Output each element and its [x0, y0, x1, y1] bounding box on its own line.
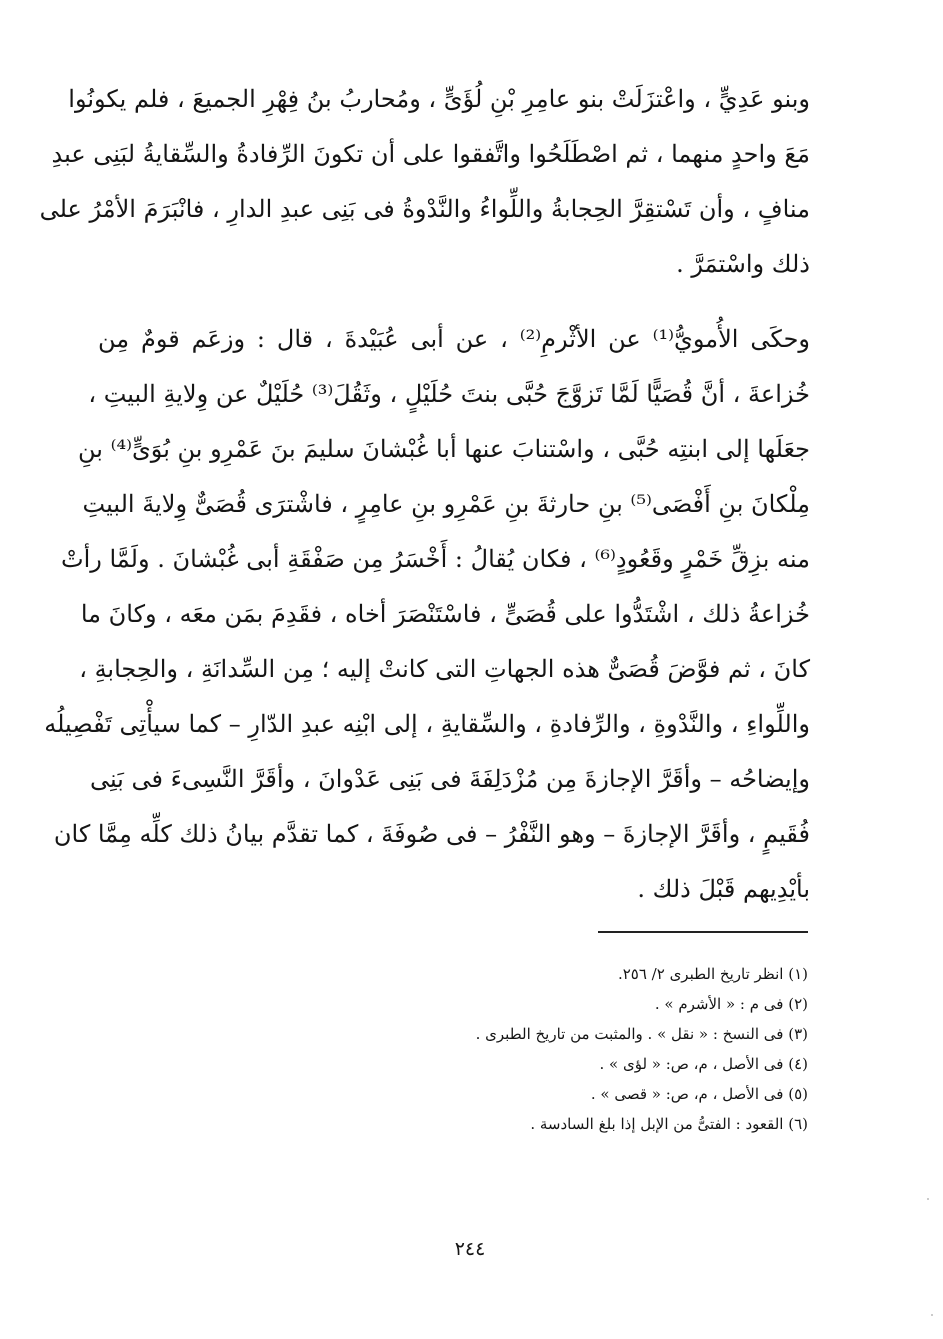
footnote: (٣) فى النسخ : « نقل » . والمثبت من تاريخ الطبرى .	[475, 1025, 808, 1043]
text-line: كانَ ، ثم فوَّضَ قُصَىٌّ هذه الجهاتِ التى كانتْ إليه ؛ مِن السِّدانَةِ ، والحِجابةِ ،	[79, 655, 810, 683]
footnote: (٢) فى م : « الأشرم » .	[654, 995, 808, 1013]
text-line: فُقَيمٍ ، وأقَرَّ الإجازةَ – وهو النَّفْرُ – فى صُوفَةَ ، كما تقدَّم بيانُ ذلك كلِّه مِمَّا كان	[53, 820, 810, 848]
text-line: وإيضاحُه – وأقَرَّ الإجازةَ مِن مُزْدَلِفَةَ فى بَنِى عَدْوانَ ، وأقَرَّ النَّسِىءَ فى بَنِى	[89, 765, 810, 793]
footnote: (٦) القعود : الفتىُّ من الإبل إذا بلغ السادسة .	[530, 1115, 808, 1133]
footnote: (٥) فى الأصل ، م، ص: « قصى » .	[590, 1085, 808, 1103]
text-line: بأيْدِيهم قَبْلَ ذلك .	[637, 875, 810, 903]
text-line: واللِّواءِ ، والنَّدْوةِ ، والرِّفادةِ ، والسِّقايةِ ، إلى ابْنِه عبدِ الدّارِ – كما سيأْتِى تَفْصِيلُه	[44, 710, 810, 738]
scan-speck	[927, 1198, 929, 1200]
text-line: مَعَ واحدٍ منهما ، ثم اصْطَلَحُوا واتَّفقوا على أن تكونَ الرِّفادةُ والسِّقايةُ لبَنِى عبدِ	[51, 140, 810, 168]
text-line: مِلْكانَ بنِ أَفْصَى⁽⁵⁾ بنِ حارثةَ بنِ عَمْرِو بنِ عامِرٍ ، فاشْترَى قُصَىٌّ وِلايةَ البيتِ	[82, 490, 810, 518]
text-line: جعَلَها إلى ابنتِه حُبَّى ، واسْتنابَ عنها أبا غُبْشانَ سليمَ بنَ عَمْرِو بنِ بُوَىٍّ⁽⁴⁾ بنِ	[78, 435, 810, 463]
text-line: منافٍ ، وأن تَسْتقِرَّ الحِجابةُ واللِّواءُ والنَّدْوةُ فى بَنِى عبدِ الدارِ ، فانْبَرَمَ الأمْرُ على	[39, 195, 810, 223]
footnote-separator	[598, 931, 808, 933]
footnote: (٤) فى الأصل ، م، ص: « لؤى » .	[599, 1055, 808, 1073]
text-line: ذلك واسْتمَرَّ .	[676, 250, 810, 278]
text-line: خُزاعةُ ذلك ، اشْتَدُّوا على قُصَىٍّ ، فاسْتَنْصَرَ أخاه ، فقَدِمَ بمَن معَه ، وكانَ ما	[80, 600, 810, 628]
text-line: وبنو عَدِيٍّ ، واعْتزَلَتْ بنو عامِرِ بْنِ لُؤَىٍّ ، ومُحاربُ بنُ فِهْرِ الجميعَ ، فلم يكونُوا	[68, 85, 810, 113]
footnote: (١) انظر تاريخ الطبرى ٢/ ٢٥٦.	[617, 965, 808, 983]
scan-speck	[931, 1314, 933, 1316]
main-text	[39, 72, 810, 917]
paragraph-gap	[98, 292, 810, 312]
page-number: ٢٤٤	[454, 1238, 486, 1260]
text-line: خُزاعةَ ، أنَّ قُصَيًّا لَمَّا تَزوَّجَ حُبَّى بنتَ حُلَيْلٍ ، وثَقُلَ⁽³⁾ حُلَيْلٌ عن وِلايةِ البيتِ ،	[88, 380, 810, 408]
text-line: وحكَى الأُمويُّ⁽¹⁾ عن الأثْرمِ⁽²⁾ ، عن أبى عُبَيْدةَ ، قال : وزعَم قومٌ مِن	[98, 325, 810, 353]
text-line: منه بزِقِّ خَمْرٍ وقَعُودٍ⁽⁶⁾ ، فكان يُقالُ : أَخْسَرُ مِن صَفْقَةِ أبى غُبْشانَ . ولَمَّا رأتْ	[61, 545, 810, 573]
footnotes	[300, 959, 808, 1139]
